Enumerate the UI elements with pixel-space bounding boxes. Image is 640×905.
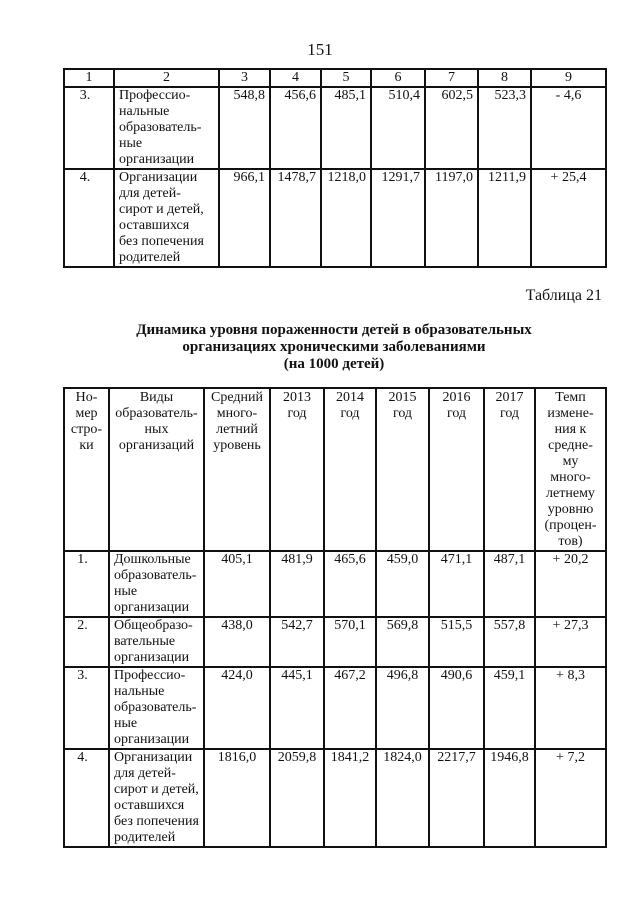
table-row — [64, 749, 606, 847]
value-cell: 2059,8 — [270, 749, 324, 847]
table-21 — [63, 387, 607, 848]
value-cell: 438,0 — [204, 617, 270, 667]
column-number: 1 — [64, 69, 114, 87]
value-cell: 459,0 — [376, 551, 429, 617]
table-row — [64, 617, 606, 667]
row-number: 3. — [64, 87, 114, 169]
change-cell: - 4,6 — [531, 87, 606, 169]
value-cell: 496,8 — [376, 667, 429, 749]
organization-type: Организации для детей- сирот и детей, оставшихся без попечения родителей — [109, 749, 204, 847]
value-cell: 1291,7 — [371, 169, 425, 267]
row-number: 2. — [64, 617, 109, 667]
row-number: 4. — [64, 169, 114, 267]
value-cell: 1197,0 — [425, 169, 478, 267]
change-cell: + 7,2 — [535, 749, 606, 847]
table-caption: Таблица 21 — [525, 287, 602, 304]
organization-type: Профессио- нальные образователь- ные организации — [114, 87, 219, 169]
header-cell: 2014 год — [324, 388, 376, 551]
table-title — [63, 322, 605, 373]
organization-type: Профессио- нальные образователь- ные организации — [109, 667, 204, 749]
table-title-line: (на 1000 детей) — [283, 356, 385, 372]
value-cell: 570,1 — [324, 617, 376, 667]
value-cell: 1218,0 — [321, 169, 371, 267]
value-cell: 405,1 — [204, 551, 270, 617]
table-row — [64, 667, 606, 749]
value-cell: 445,1 — [270, 667, 324, 749]
header-cell: Темп измене- ния к средне- му много- летнему уровню (процен- тов) — [535, 388, 606, 551]
organization-type: Организации для детей- сирот и детей, оставшихся без попечения родителей — [114, 169, 219, 267]
column-number: 6 — [371, 69, 425, 87]
column-number: 7 — [425, 69, 478, 87]
value-cell: 456,6 — [270, 87, 321, 169]
table-row — [64, 87, 606, 169]
column-number: 2 — [114, 69, 219, 87]
value-cell: 465,6 — [324, 551, 376, 617]
page-number: 151 — [307, 40, 333, 59]
table-row — [64, 169, 606, 267]
value-cell: 515,5 — [429, 617, 484, 667]
header-row — [64, 388, 606, 551]
change-cell: + 8,3 — [535, 667, 606, 749]
value-cell: 557,8 — [484, 617, 535, 667]
value-cell: 481,9 — [270, 551, 324, 617]
value-cell: 569,8 — [376, 617, 429, 667]
value-cell: 510,4 — [371, 87, 425, 169]
header-cell: 2017 год — [484, 388, 535, 551]
column-number: 3 — [219, 69, 270, 87]
value-cell: 467,2 — [324, 667, 376, 749]
column-number: 5 — [321, 69, 371, 87]
value-cell: 490,6 — [429, 667, 484, 749]
value-cell: 966,1 — [219, 169, 270, 267]
value-cell: 1824,0 — [376, 749, 429, 847]
organization-type: Дошкольные образователь- ные организации — [109, 551, 204, 617]
value-cell: 548,8 — [219, 87, 270, 169]
value-cell: 542,7 — [270, 617, 324, 667]
value-cell: 523,3 — [478, 87, 531, 169]
value-cell: 459,1 — [484, 667, 535, 749]
value-cell: 471,1 — [429, 551, 484, 617]
column-number: 4 — [270, 69, 321, 87]
column-number-row — [64, 69, 606, 87]
header-cell: Но- мер стро- ки — [64, 388, 109, 551]
value-cell: 1841,2 — [324, 749, 376, 847]
organization-type: Общеобразо- вательные организации — [109, 617, 204, 667]
continued-table — [63, 68, 607, 268]
value-cell: 485,1 — [321, 87, 371, 169]
change-cell: + 25,4 — [531, 169, 606, 267]
column-number: 9 — [531, 69, 606, 87]
column-number: 8 — [478, 69, 531, 87]
value-cell: 487,1 — [484, 551, 535, 617]
table-title-line: организациях хроническими заболеваниями — [182, 339, 486, 355]
table-row — [64, 551, 606, 617]
header-cell: 2016 год — [429, 388, 484, 551]
value-cell: 602,5 — [425, 87, 478, 169]
value-cell: 1478,7 — [270, 169, 321, 267]
row-number: 1. — [64, 551, 109, 617]
value-cell: 1816,0 — [204, 749, 270, 847]
header-cell: Виды образователь- ных организаций — [109, 388, 204, 551]
table-title-line: Динамика уровня пораженности детей в образовательных — [136, 322, 532, 338]
change-cell: + 20,2 — [535, 551, 606, 617]
value-cell: 2217,7 — [429, 749, 484, 847]
row-number: 4. — [64, 749, 109, 847]
row-number: 3. — [64, 667, 109, 749]
header-cell: 2013 год — [270, 388, 324, 551]
header-cell: 2015 год — [376, 388, 429, 551]
value-cell: 424,0 — [204, 667, 270, 749]
value-cell: 1211,9 — [478, 169, 531, 267]
value-cell: 1946,8 — [484, 749, 535, 847]
header-cell: Средний много- летний уровень — [204, 388, 270, 551]
change-cell: + 27,3 — [535, 617, 606, 667]
